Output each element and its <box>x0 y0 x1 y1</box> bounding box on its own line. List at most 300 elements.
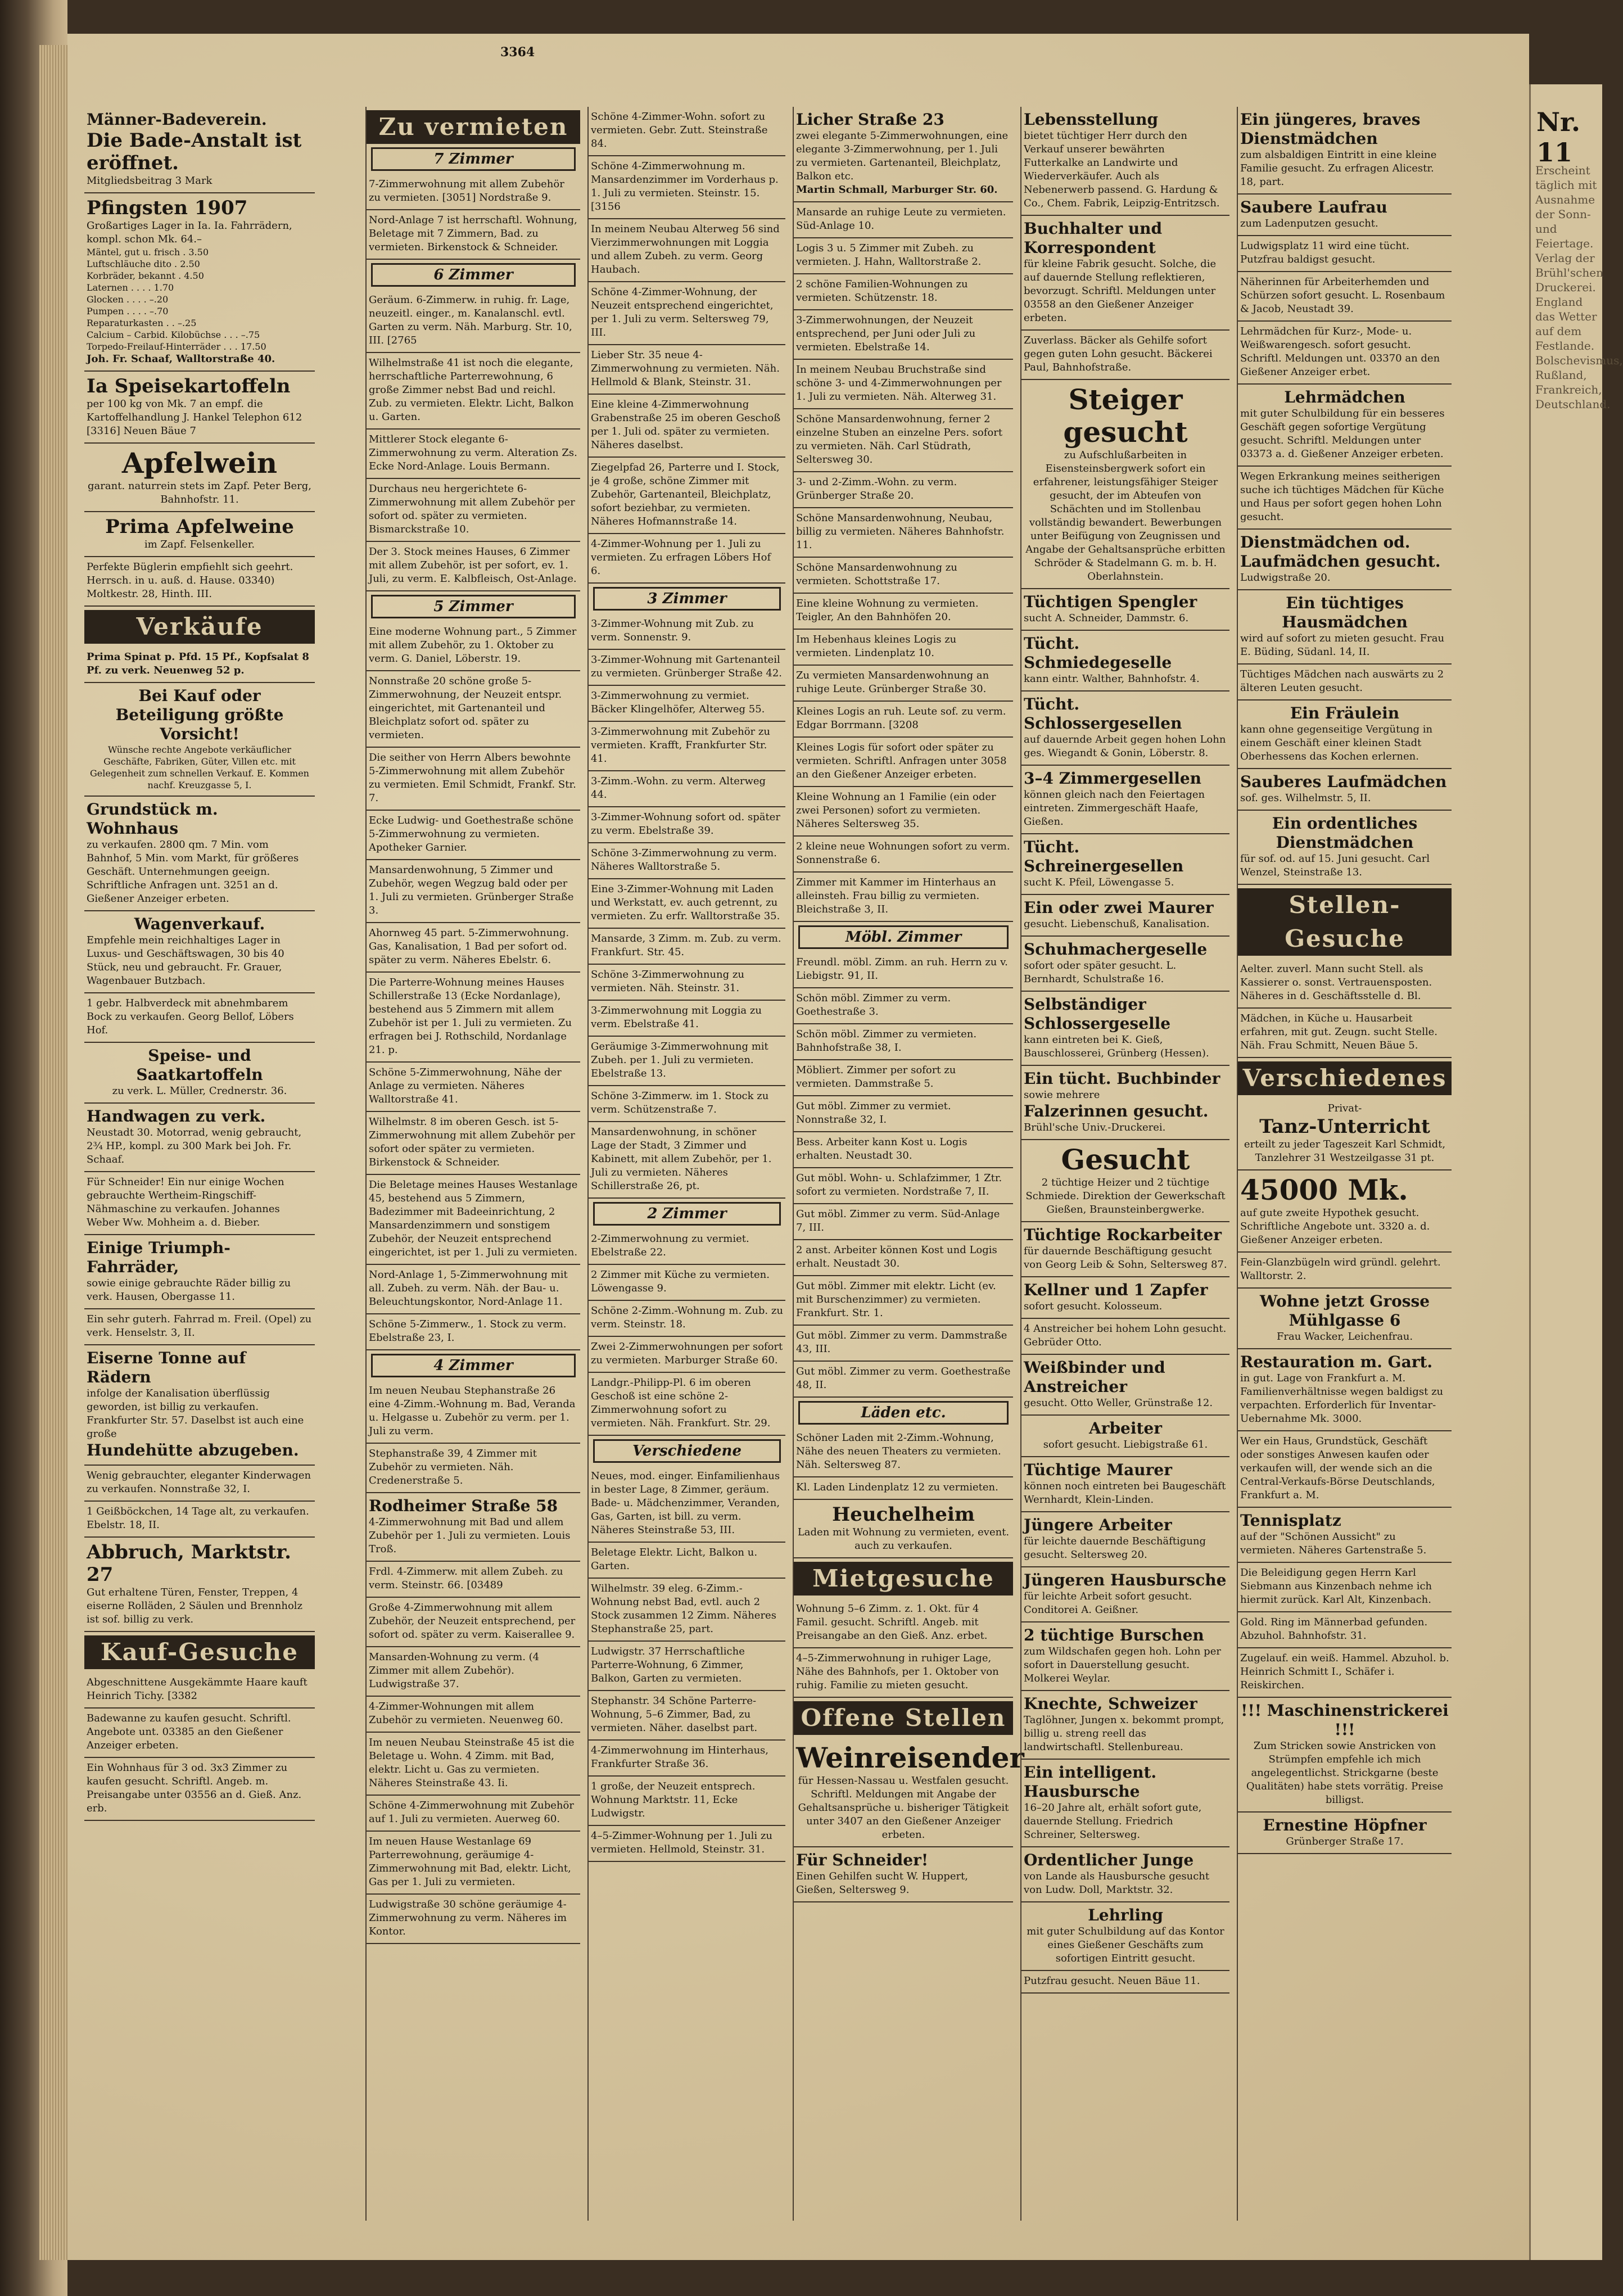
job-title: Arbeiter <box>1088 1419 1162 1438</box>
listing: Schön möbl. Zimmer zu verm. Goethestraße 3. <box>794 988 1013 1024</box>
price-item: Mäntel, gut u. frisch . 3.50 <box>87 247 209 257</box>
job-ad <box>1021 1222 1229 1277</box>
listing-title: Licher Straße 23 <box>796 110 944 129</box>
subsection-laeden: Läden etc. <box>798 1401 1009 1425</box>
ad-headline: Die Bade-Anstalt ist eröffnet. <box>87 129 302 174</box>
ad-ironing <box>84 557 315 607</box>
ad-text: Ein sehr guterh. Fahrrad m. Freil. (Opel) zu verk. Henselstr. 3, II. <box>87 1313 312 1339</box>
listing: Gut möbl. Zimmer zu vermiet. Nonnstraße 32, I. <box>794 1096 1013 1132</box>
ad-text: per 100 kg von Mk. 7 an empf. die Kartoffelhandlung J. Hankel Telephon 612 [3316] Neuen Bäue 7 <box>87 398 302 437</box>
job-text: kann ohne gegenseitige Vergütung in einem Geschäft einer kleinen Stadt Oberhessens das Kochen erlernen. <box>1240 724 1433 762</box>
listing: Eine kleine Wohnung zu vermieten. Teigler, An den Bahnhöfen 20. <box>794 594 1013 630</box>
job-text: sucht K. Pfeil, Löwengasse 5. <box>1024 876 1174 888</box>
listing: Schöne 3-Zimmerwohnung zu verm. Näheres Walltorstraße 5. <box>589 843 785 879</box>
right-page-text: Erscheint täglich mit Ausnahme der Sonn- und Feiertage. Verlag der Brühl'schen Druckerei. England das Wetter auf dem Festlande. Bolschevismus, Rußland, Frankreich, Deutschland. <box>1535 164 1623 411</box>
job-text: Taglöhner, Jungen x. bekommt prompt, billig u. streng reell das landwirtschaftl. Stellenbureau. <box>1024 1714 1224 1753</box>
ad-hair <box>84 1673 315 1709</box>
job-text: zu Aufschlußarbeiten in Eisensteinsbergwerk sofort ein erfahrener, leistungsfähiger Steiger gesucht, der im Abteufen von Schächten und im Stollenbau vollständig bewandert. Bewerbungen unter Beifügung von Zeugnissen und Angabe der Gehaltsansprüche erbitten Schröder & Stadelmann G. m. b. H. Oberlahnstein. <box>1025 449 1226 582</box>
job-title: Ordentlicher Junge <box>1024 1851 1194 1869</box>
listing: In meinem Neubau Bruchstraße sind schöne 3- und 4-Zimmerwohnungen per 1. Juli zu vermieten. Näh. Alterweg 31. <box>794 360 1013 409</box>
job-title: Ein intelligent. Hausbursche <box>1024 1763 1157 1801</box>
ad-pram <box>84 1466 315 1502</box>
job-title: Ein oder zwei Maurer <box>1024 898 1214 917</box>
ad-goat <box>84 1502 315 1538</box>
price-item: Pumpen . . . . –.70 <box>87 306 169 317</box>
subsection-moebl-zimmer: Möbl. Zimmer <box>798 925 1009 949</box>
misc-title: Tennisplatz <box>1240 1511 1341 1530</box>
ad-text: Prima Spinat p. Pfd. 15 Pf., Kopfsalat 8 Pf. zu verk. Neuenweg 52 p. <box>87 651 309 676</box>
misc-title: Wohne jetzt Grosse Mühlgasse 6 <box>1259 1292 1430 1330</box>
column-4 <box>793 107 1024 2221</box>
listing <box>794 1847 1013 1902</box>
listing: Ludwigstr. 37 Herrschaftliche Parterre-Wohnung, 6 Zimmer, Balkon, Garten zu vermieten. <box>589 1642 785 1691</box>
job-text: sof. ges. Wilhelmstr. 5, II. <box>1240 792 1371 804</box>
listing: Wilhelmstr. 39 eleg. 6-Zimm.-Wohnung nebst Bad, evtl. auch 2 Stock zusammen 12 Zimm. Näheres Stephanstraße 25, part. <box>589 1579 785 1642</box>
ad-baths <box>84 107 315 193</box>
job-ad <box>1021 1140 1229 1222</box>
job-ad <box>1238 590 1452 665</box>
listing: Schöne 5-Zimmerw., 1. Stock zu verm. Ebelstraße 23, I. <box>367 1314 580 1350</box>
listing: 2 Zimmer mit Küche zu vermieten. Löwengasse 9. <box>589 1265 785 1301</box>
listing: Ecke Ludwig- und Goethestraße schöne 5-Zimmerwohnung zu vermieten. Apotheker Garnier. <box>367 811 580 860</box>
job-ad: Aelter. zuverl. Mann sucht Stell. als Kassierer o. sonst. Vertrauensposten. Näheres in d. Geschäftsstelle d. Bl. <box>1238 959 1452 1009</box>
job-title: Ein tüchtiges Hausmädchen <box>1282 594 1408 631</box>
ad-prima-apfelweine <box>84 512 315 557</box>
column-3 <box>587 107 785 2221</box>
misc-ad: Die Beleidigung gegen Herrn Karl Siebmann aus Kinzenbach nehme ich hiermit zurück. Karl Alt, Kinzenbach. <box>1238 1563 1452 1612</box>
page-number: 3364 <box>500 45 535 60</box>
job-title: Dienstmädchen od. Laufmädchen gesucht. <box>1240 533 1441 571</box>
job-text: mit guter Schulbildung für ein besseres Geschäft gegen sofortige Vergütung gesucht. Schriftl. Meldungen unter 03373 a. d. Gießener Anzeiger erbeten. <box>1240 408 1445 460</box>
ad-text: Großartiges Lager in Ia. Ia. Fahrrädern, kompl. schon Mk. 64.– <box>87 220 292 245</box>
subsection-verschiedene: Verschiedene <box>593 1439 781 1463</box>
ad-title: Eiserne Tonne auf Rädern <box>87 1349 246 1386</box>
job-title: Falzerinnen gesucht. <box>1024 1102 1209 1120</box>
misc-text: in gut. Lage von Frankfurt a. M. Familienverhältnisse wegen baldigst zu verpachten. Erforderlich für Inventar-Uebernahme Mk. 3000. <box>1240 1372 1444 1425</box>
section-banner-stellen-gesuche: Stellen-Gesuche <box>1238 888 1452 956</box>
listing: 3-Zimmer-Wohnung mit Zub. zu verm. Sonnenstr. 9. <box>589 614 785 650</box>
job-ad <box>1021 107 1229 216</box>
listing: Zwei 2-Zimmerwohnungen per sofort zu vermieten. Marburger Straße 60. <box>589 1337 785 1373</box>
subsection-6-zimmer: 6 Zimmer <box>371 263 576 287</box>
ad-caution <box>84 683 315 797</box>
job-title: Kellner und 1 Zapfer <box>1024 1281 1208 1299</box>
listing: Landgr.-Philipp-Pl. 6 im oberen Geschoß ist eine schöne 2-Zimmerwohnung sofort zu vermieten. Näh. Frankfurt. Str. 29. <box>589 1373 785 1436</box>
listing: Im neuen Hause Westanlage 69 Parterrewohnung, geräumige 4-Zimmerwohnung mit Bad, elektr. Licht, Gas per 1. Juli zu vermieten. <box>367 1832 580 1895</box>
ad-title: Apfelwein <box>121 446 278 480</box>
listing: Ziegelpfad 26, Parterre und I. Stock, je 4 große, schöne Zimmer mit Zubehör, Gartenanteil, Bleichplatz, sofort beziehbar, zu vermieten. Näheres Hofmannstraße 14. <box>589 458 785 534</box>
ad-text: Abgeschnittene Ausgekämmte Haare kauft Heinrich Tichy. [3382 <box>87 1676 308 1702</box>
subsection-2-zimmer: 2 Zimmer <box>593 1202 781 1226</box>
job-ad <box>1021 1416 1229 1457</box>
ad-house-wanted <box>84 1758 315 1821</box>
job-ad <box>1021 1512 1229 1567</box>
misc-ad <box>1238 1698 1452 1813</box>
right-page-number: Nr. 11 <box>1536 107 1581 168</box>
misc-ad <box>1238 1508 1452 1563</box>
listing: Logis 3 u. 5 Zimmer mit Zubeh. zu vermieten. J. Hahn, Walltorstraße 2. <box>794 238 1013 274</box>
price-item: Torpedo-Freilauf-Hinterräder . . . 17.50 <box>87 341 266 352</box>
price-item: Korbräder, bekannt . 4.50 <box>87 270 204 281</box>
job-ad <box>1021 691 1229 766</box>
listing: Möbliert. Zimmer per sofort zu vermieten. Dammstraße 5. <box>794 1060 1013 1096</box>
job-text: für dauernde Beschäftigung gesucht von Georg Leib & Sohn, Seltersweg 87. <box>1024 1245 1227 1271</box>
ad-triumph <box>84 1235 315 1309</box>
job-text: gesucht. Liebenschuß, Kanalisation. <box>1024 918 1210 930</box>
listing: Kleine Wohnung an 1 Familie (ein oder zwei Personen) sofort zu vermieten. Näheres Seltersweg 35. <box>794 787 1013 837</box>
job-title: Ein Fräulein <box>1290 704 1400 722</box>
price-item: Reparaturkasten . . –.25 <box>87 318 197 328</box>
listing: Schöne 3-Zimmerwohnung zu vermieten. Näh. Steinstr. 31. <box>589 965 785 1001</box>
listing: Die Beletage meines Hauses Westanlage 45, bestehend aus 5 Zimmern, Badezimmer mit Badeeinrichtung, 2 Mansardenzimmern und sonstigem Zubehör, der Neuzeit entsprechend eingerichtet, ist per 1. Juli zu vermieten. <box>367 1175 580 1265</box>
job-title: Buchhalter und Korrespondent <box>1024 219 1163 257</box>
listing: Wilhelmstr. 8 im oberen Gesch. ist 5-Zimmerwohnung mit allem Zubehör per sofort oder später zu vermieten. Birkenstock & Schneider. <box>367 1112 580 1175</box>
job-ad: Zuverlass. Bäcker als Gehilfe sofort gegen guten Lohn gesucht. Bäckerei Paul, Bahnhofstraße. <box>1021 331 1229 380</box>
job-title: Tüchtigen Spengler <box>1024 593 1197 611</box>
job-text: sofort gesucht. Liebigstraße 61. <box>1043 1439 1208 1450</box>
ad-carriage <box>84 993 315 1043</box>
ad-bicycles <box>84 193 315 372</box>
listing: 3-Zimmer-Wohnung mit Gartenanteil zu vermieten. Grünberger Straße 42. <box>589 650 785 686</box>
job-ad <box>1021 631 1229 691</box>
listing: 7-Zimmerwohnung mit allem Zubehör zu vermieten. [3051] Nordstraße 9. <box>367 174 580 210</box>
misc-title: Ernestine Höpfner <box>1263 1816 1427 1834</box>
listing <box>794 1500 1013 1558</box>
ad-text: Wünsche rechte Angebote verkäuflicher Geschäfte, Fabriken, Güter, Villen etc. mit Gelegenheit zum schnellen Verkauf. E. Kommen nachf. Kreuzgasse 5, I. <box>90 744 309 790</box>
job-text: bietet tüchtiger Herr durch den Verkauf unserer bewährten Futterkalke an Landwirte und Wiederverkäufer. Auch als Nebenerwerb passend. G. Hardung & Co., Chem. Fabrik, Leipzig-Entritzsch. <box>1024 130 1220 209</box>
ad-title: Bei Kauf oder Beteiligung größte Vorsicht! <box>115 686 284 743</box>
listing: Kleines Logis für sofort oder später zu vermieten. Schriftl. Anfragen unter 3058 an den Gießener Anzeiger erbeten. <box>794 738 1013 787</box>
listing: Gut möbl. Zimmer zu verm. Süd-Anlage 7, III. <box>794 1204 1013 1240</box>
job-text: 16–20 Jahre alt, erhält sofort gute, dauernde Stellung. Friedrich Schreiner, Seltersweg. <box>1024 1802 1202 1841</box>
listing: Nord-Anlage 1, 5-Zimmerwohnung mit all. Zubeh. zu verm. Näh. der Bau- u. Beleuchtungskontor, Nord-Anlage 11. <box>367 1265 580 1314</box>
listing: Der 3. Stock meines Hauses, 6 Zimmer mit allem Zubehör, ist per sofort, ev. 1. Juli, zu verm. E. Kalbfleisch, Ost-Anlage. <box>367 542 580 591</box>
section-banner-offene-stellen: Offene Stellen <box>794 1701 1013 1735</box>
misc-title: Restauration m. Gart. <box>1240 1353 1433 1371</box>
job-title: 3–4 Zimmergesellen <box>1024 769 1202 788</box>
listing: Zimmer mit Kammer im Hinterhaus an alleinsteh. Frau billig zu vermieten. Bleichstraße 3, II. <box>794 873 1013 922</box>
job-text: 2 tüchtige Heizer und 2 tüchtige Schmiede. Direktion der Gewerkschaft Gießen, Braunsteinbergwerke. <box>1025 1177 1226 1215</box>
ad-title: Abbruch, Marktstr. 27 <box>87 1541 291 1586</box>
ad-title: Ia Speisekartoffeln <box>87 375 291 397</box>
listing: Kl. Laden Lindenplatz 12 zu vermieten. <box>794 1477 1013 1500</box>
job-text: kann eintreten bei K. Gieß, Bauschlosserei, Grünberg (Hessen). <box>1024 1034 1209 1059</box>
listing: Schöne 4-Zimmer-Wohn. sofort zu vermieten. Gebr. Zutt. Steinstraße 84. <box>589 107 785 156</box>
listing: Im neuen Neubau Steinstraße 45 ist die Beletage u. Wohn. 4 Zimm. mit Bad, elektr. Licht u. Gas zu vermieten. Näheres Steinstraße 43. Ii. <box>367 1733 580 1796</box>
job-text: für kleine Fabrik gesucht. Solche, die auf dauernde Stellung reflektieren, bevorzugt. Schriftl. Meldungen unter 03558 an den Gießener Anzeiger erbeten. <box>1024 258 1217 324</box>
listing: Schöne 3-Zimmerw. im 1. Stock zu verm. Schützenstraße 7. <box>589 1086 785 1122</box>
ad-barrel <box>84 1345 315 1466</box>
listing: Lieber Str. 35 neue 4-Zimmerwohnung zu vermieten. Näh. Hellmold & Blank, Steinstr. 31. <box>589 345 785 395</box>
job-title: Lehrling <box>1088 1906 1163 1924</box>
job-ad <box>1238 769 1452 811</box>
listing: Die Parterre-Wohnung meines Hauses Schillerstraße 13 (Ecke Nordanlage), bestehend aus 5 Zimmern mit allem Zubehör ist per 1. Juli zu vermieten. Zu erfragen bei J. Rothschild, Nordanlage 21. p. <box>367 973 580 1063</box>
job-ad <box>1238 700 1452 769</box>
listing: Stephanstr. 34 Schöne Parterre-Wohnung, 5–6 Zimmer, Bad, zu vermieten. Näher. daselbst part. <box>589 1691 785 1741</box>
ad-text: zu verkaufen. 2800 qm. 7 Min. vom Bahnhof, 5 Min. vom Markt, für größeres Geschäft. Unternehmungen geeign. Schriftliche Anfragen unt. 3251 an d. Gießener Anzeiger erbeten. <box>87 839 299 905</box>
ad-text: Perfekte Büglerin empfiehlt sich geehrt. Herrsch. in u. auß. d. Hause. 03340) Moltkestr. 28, Hinth. III. <box>87 561 293 600</box>
listing: 3-Zimmer-Wohnung sofort od. später zu verm. Ebelstraße 39. <box>589 807 785 843</box>
job-ad <box>1021 937 1229 992</box>
listing: Nonnstraße 20 schöne große 5-Zimmerwohnung, der Neuzeit entspr. eingerichtet, mit Gartenanteil und Bleichplatz sofort od. später zu vermieten. <box>367 671 580 748</box>
listing: Kleines Logis an ruh. Leute sof. zu verm. Edgar Borrmann. [3208 <box>794 702 1013 738</box>
section-banner-mietgesuche: Mietgesuche <box>794 1562 1013 1596</box>
listing: Ludwigstraße 30 schöne geräumige 4-Zimmerwohnung zu verm. Näheres im Kontor. <box>367 1895 580 1944</box>
ad-signature: Joh. Fr. Schaaf, Walltorstraße 40. <box>87 353 275 365</box>
listing: Schöne Mansardenwohnung zu vermieten. Schottstraße 17. <box>794 558 1013 594</box>
job-ad: 4 Anstreicher bei hohem Lohn gesucht. Gebrüder Otto. <box>1021 1319 1229 1355</box>
job-ad <box>1021 766 1229 834</box>
misc-ad: Zugelauf. ein weiß. Hammel. Abzuhol. b. Heinrich Schmitt I., Schäfer i. Reiskirchen. <box>1238 1648 1452 1698</box>
listing: Eine moderne Wohnung part., 5 Zimmer mit allem Zubehör, zu 1. Oktober zu verm. G. Daniel, Löberstr. 19. <box>367 622 580 671</box>
job-ad <box>1021 895 1229 937</box>
price-item: Luftschläuche dito . 2.50 <box>87 259 200 269</box>
job-ad <box>1021 1457 1229 1512</box>
misc-title: !!! Maschinenstrickerei !!! <box>1241 1701 1449 1739</box>
ad-text: Für Schneider! Ein nur einige Wochen gebrauchte Wertheim-Ringschiff-Nähmaschine zu verkaufen. Johannes Weber Ww. Mohheim a. d. Bieber. <box>87 1176 284 1228</box>
listing: Wohnung 5–6 Zimm. z. 1. Okt. für 4 Famil. gesucht. Schriftl. Angeb. mit Preisangabe an den Gieß. Anz. erbet. <box>794 1599 1013 1648</box>
job-title: Ein jüngeres, braves Dienstmädchen <box>1240 110 1421 148</box>
misc-ad <box>1238 1099 1452 1170</box>
listing: 3-Zimm.-Wohn. zu verm. Alterweg 44. <box>589 771 785 807</box>
listing: Schöne 4-Zimmerwohnung mit Zubehör auf 1. Juli zu vermieten. Auerweg 60. <box>367 1796 580 1832</box>
job-ad <box>1021 1902 1229 1971</box>
listing: Im neuen Neubau Stephanstraße 26 eine 4-Zimm.-Wohnung m. Bad, Veranda u. Helgasse u. Zubehör zu verm. per 1. Juli zu verm. <box>367 1381 580 1444</box>
misc-title: Tanz-Unterricht <box>1259 1115 1430 1138</box>
subsection-3-zimmer: 3 Zimmer <box>593 587 781 611</box>
ad-subtitle: Hundehütte abzugeben. <box>87 1441 299 1459</box>
ad-title: Männer-Badeverein. <box>87 110 267 129</box>
ad-title: Speise- und Saatkartoffeln <box>136 1046 263 1084</box>
ad-demolition <box>84 1538 315 1632</box>
listing-title: Weinreisender <box>796 1741 1024 1774</box>
listing: 2 kleine neue Wohnungen sofort zu verm. Sonnenstraße 6. <box>794 837 1013 873</box>
job-ad <box>1021 834 1229 895</box>
listing: 2-Zimmerwohnung zu vermiet. Ebelstraße 22. <box>589 1229 785 1265</box>
listing: Schöne 2-Zimm.-Wohnung m. Zub. zu verm. Steinstr. 18. <box>589 1301 785 1337</box>
ad-text: sowie einige gebrauchte Räder billig zu verk. Hausen, Obergasse 11. <box>87 1277 291 1303</box>
ad-text: infolge der Kanalisation überflüssig geworden, ist billig zu verkaufen. Frankfurter Str. 57. Daselbst ist auch eine große <box>87 1387 304 1440</box>
job-text: zum alsbaldigen Eintritt in eine kleine Familie gesucht. Zu erfragen Alicestr. 18, part. <box>1240 149 1437 188</box>
listing <box>794 1738 1024 1847</box>
listing: Mansarde, 3 Zimm. m. Zub. zu verm. Frankfurt. Str. 45. <box>589 929 785 965</box>
job-title: Tücht. Schmiedegeselle <box>1024 634 1172 672</box>
ad-text: Empfehle mein reichhaltiges Lager in Luxus- und Geschäftswagen, 30 bis 40 Stück, neu und gebraucht. Fr. Grauer, Wagenbauer Butzbach. <box>87 934 284 987</box>
right-page-fragment <box>1529 84 1623 2260</box>
job-title: Knechte, Schweizer <box>1024 1694 1197 1713</box>
listing-text: 4-Zimmerwohnung mit Bad und allem Zubehör per 1. Juli zu vermieten. Louis Troß. <box>369 1516 571 1555</box>
listing: 1 große, der Neuzeit entsprech. Wohnung Marktstr. 11, Ecke Ludwigstr. <box>589 1777 785 1826</box>
listing: 3-Zimmerwohnungen, der Neuzeit entsprechend, per Juni oder Juli zu vermieten. Ebelstraße 14. <box>794 310 1013 360</box>
listing: Gut möbl. Zimmer zu verm. Dammstraße 43, III. <box>794 1326 1013 1362</box>
listing: Stephanstraße 39, 4 Zimmer mit Zubehör zu vermieten. Näh. Credenerstraße 5. <box>367 1444 580 1493</box>
misc-ad <box>1238 1170 1452 1253</box>
ad-text: zu verk. L. Müller, Crednerstr. 36. <box>112 1085 287 1097</box>
listing: Geräumige 3-Zimmerwohnung mit Zubeh. per 1. Juli zu vermieten. Ebelstraße 13. <box>589 1037 785 1086</box>
ad-handcart <box>84 1104 315 1172</box>
listing: Die seither von Herrn Albers bewohnte 5-Zimmerwohnung mit allem Zubehör zu vermieten. Emil Schmidt, Frankf. Str. 7. <box>367 748 580 811</box>
job-ad <box>1021 589 1229 631</box>
listing: Schöne 5-Zimmerwohnung, Nähe der Anlage zu vermieten. Näheres Walltorstraße 41. <box>367 1063 580 1112</box>
job-title: Tüchtige Rockarbeiter <box>1024 1226 1222 1244</box>
misc-text: erteilt zu jeder Tageszeit Karl Schmidt, Tanzlehrer 31 Westzeilgasse 31 pt. <box>1244 1138 1446 1164</box>
listing-title: Rodheimer Straße 58 <box>369 1497 558 1515</box>
job-title: Saubere Laufrau <box>1240 198 1387 216</box>
job-title: Ein tücht. Buchbinder <box>1024 1069 1220 1088</box>
listing: Gut möbl. Zimmer zu verm. Goethestraße 48, II. <box>794 1362 1013 1398</box>
listing-text: zwei elegante 5-Zimmerwohnungen, eine elegante 3-Zimmerwohnung, per 1. Juli zu vermieten. Gartenanteil, Bleichplatz, Balkon etc. <box>796 130 1009 182</box>
listing: Mansardenwohnung, in schöner Lage der Stadt, 3 Zimmer und Kabinett, mit allem Zubehör, per 1. Juli zu vermieten. Näheres Schillerstraße 26, pt. <box>589 1122 785 1199</box>
job-ad <box>1021 1355 1229 1416</box>
job-title: Tüchtige Maurer <box>1024 1461 1172 1479</box>
listing: Beletage Elektr. Licht, Balkon u. Garten. <box>589 1543 785 1579</box>
misc-ad <box>1238 1813 1452 1854</box>
job-title: Lehrmädchen <box>1284 388 1405 406</box>
listing: Gut möbl. Wohn- u. Schlafzimmer, 1 Ztr. sofort zu vermieten. Nordstraße 7, II. <box>794 1168 1013 1204</box>
job-text: zum Ladenputzen gesucht. <box>1240 218 1378 229</box>
listing: Wilhelmstraße 41 ist noch die elegante, herrschaftliche Parterrewohnung, 6 große Zimmer nebst Bad und reichl. Zub. zu vermieten. Elektr. Licht, Balkon u. Garten. <box>367 353 580 430</box>
ad-text: 1 gebr. Halbverdeck mit abnehmbarem Bock zu verkaufen. Georg Bellof, Löbers Hof. <box>87 997 294 1036</box>
job-text: zum Wildschafen gegen hoh. Lohn per sofort in Dauerstellung gesucht. Molkerei Weylar. <box>1024 1646 1221 1684</box>
ad-title: Handwagen zu verk. <box>87 1107 266 1126</box>
job-ad: Ludwigsplatz 11 wird eine tücht. Putzfrau baldigst gesucht. <box>1238 236 1452 272</box>
ad-text: Wenig gebrauchter, eleganter Kinderwagen zu verkaufen. Nonnstraße 32, I. <box>87 1470 311 1495</box>
job-ad <box>1238 107 1452 195</box>
job-ad: Lehrmädchen für Kurz-, Mode- u. Weißwarengesch. sofort gesucht. Schriftl. Meldungen unt. 03370 an den Gießener Anzeiger erbet. <box>1238 322 1452 385</box>
job-ad <box>1021 992 1229 1066</box>
job-ad: Tüchtiges Mädchen nach auswärts zu 2 älteren Leuten gesucht. <box>1238 665 1452 700</box>
listing: 4–5-Zimmerwohnung in ruhiger Lage, Nähe des Bahnhofs, per 1. Oktober von ruhig. Familie zu mieten gesucht. <box>794 1648 1013 1698</box>
ad-title: Wagenverkauf. <box>134 915 265 933</box>
ad-text: 1 Geißböckchen, 14 Tage alt, zu verkaufen. Ebelstr. 18, II. <box>87 1506 309 1531</box>
ad-title: Grundstück m. Wohnhaus <box>87 800 218 838</box>
job-ad <box>1021 1066 1229 1140</box>
listing-title: Für Schneider! <box>796 1851 929 1869</box>
job-title: 2 tüchtige Burschen <box>1024 1626 1204 1644</box>
subsection-5-zimmer: 5 Zimmer <box>371 595 576 618</box>
job-ad: Wegen Erkrankung meines seitherigen suche ich tüchtiges Mädchen für Küche und Haus per sofort gegen hohen Lohn gesucht. <box>1238 467 1452 530</box>
section-banner-verkaeufe: Verkäufe <box>84 610 315 644</box>
job-ad: Näherinnen für Arbeiterhemden und Schürzen sofort gesucht. L. Rosenbaum & Jacob, Neustadt 39. <box>1238 272 1452 322</box>
job-title: Steiger gesucht <box>1063 383 1188 449</box>
job-text: sucht A. Schneider, Dammstr. 6. <box>1024 612 1189 624</box>
listing: Im Hebenhaus kleines Logis zu vermieten. Lindenplatz 10. <box>794 630 1013 666</box>
listing-sign: Martin Schmall, Marburger Str. 60. <box>796 184 998 196</box>
job-ad <box>1238 385 1452 467</box>
listing: Frdl. 4-Zimmerw. mit allem Zubeh. zu verm. Steinstr. 66. [03489 <box>367 1562 580 1598</box>
listing: 4-Zimmer-Wohnungen mit allem Zubehör zu vermieten. Neuenweg 60. <box>367 1697 580 1733</box>
job-title: Schuhmachergeselle <box>1024 940 1208 959</box>
listing <box>367 1493 580 1562</box>
misc-ad: Gold. Ring im Männerbad gefunden. Abzuhol. Bahnhofstr. 31. <box>1238 1612 1452 1648</box>
listing-text: Einen Gehilfen sucht W. Huppert, Gießen, Seltersweg 9. <box>796 1870 969 1896</box>
listing-text: für Hessen-Nassau u. Westfalen gesucht. Schriftl. Meldungen mit Angabe der Gehaltsansprüche u. bisheriger Tätigkeit unter 3407 an den Gießener Anzeiger erbeten. <box>798 1775 1009 1841</box>
job-ad <box>1021 1567 1229 1622</box>
job-ad: Mädchen, in Küche u. Hausarbeit erfahren, mit gut. Zeugn. sucht Stelle. Näh. Frau Schmitt, Neuen Bäue 5. <box>1238 1009 1452 1058</box>
listing-text: Laden mit Wohnung zu vermieten, event. auch zu verkaufen. <box>797 1526 1010 1552</box>
misc-ad: Wer ein Haus, Grundstück, Geschäft oder sonstiges Anwesen kaufen oder verkaufen will, der wende sich an die Central-Verkaufs-Börse Deutschlands, Frankfurt a. M. <box>1238 1431 1452 1508</box>
listing-title: Heuchelheim <box>832 1503 975 1526</box>
listing: 4-Zimmer-Wohnung per 1. Juli zu vermieten. Zu erfragen Löbers Hof 6. <box>589 534 785 584</box>
job-ad <box>1238 530 1452 590</box>
ad-bathtub <box>84 1709 315 1758</box>
job-text: können gleich nach den Feiertagen eintreten. Zimmergeschäft Haafe, Gießen. <box>1024 789 1205 828</box>
ad-sewing-machine <box>84 1172 315 1235</box>
ad-text: garant. naturrein stets im Zapf. Peter Berg, Bahnhofstr. 11. <box>88 480 311 505</box>
misc-text: Grünberger Straße 17. <box>1286 1836 1404 1847</box>
listing: Durchaus neu hergerichtete 6-Zimmerwohnung mit allem Zubehör per sofort od. später zu vermieten. Bismarckstraße 10. <box>367 479 580 542</box>
ad-apfelwein <box>84 444 315 512</box>
listing: Mansarde an ruhige Leute zu vermieten. Süd-Anlage 10. <box>794 202 1013 238</box>
ad-property <box>84 797 315 911</box>
listing: Schöne 4-Zimmerwohnung m. Mansardenzimmer im Vorderhaus p. 1. Juli zu vermieten. Steinstr. 15. [3156 <box>589 156 785 219</box>
ad-text: Ein Wohnhaus für 3 od. 3x3 Zimmer zu kaufen gesucht. Schriftl. Angeb. m. Preisangabe unter 03556 an d. Gieß. Anz. erb. <box>87 1762 302 1814</box>
job-ad <box>1021 1847 1229 1902</box>
job-title: Selbständiger Schlossergeselle <box>1024 995 1171 1033</box>
job-ad <box>1021 1622 1229 1691</box>
job-title: Weißbinder und Anstreicher <box>1024 1358 1165 1396</box>
misc-title: 45000 Mk. <box>1240 1173 1408 1206</box>
job-text: für leichte Arbeit sofort gesucht. Conditorei A. Geißner. <box>1024 1590 1192 1616</box>
listing: 3-Zimmerwohnung mit Zubehör zu vermieten. Krafft, Frankfurter Str. 41. <box>589 722 785 771</box>
listing: Schöner Laden mit 2-Zimm.-Wohnung, Nähe des neuen Theaters zu vermieten. Näh. Seltersweg 87. <box>794 1428 1013 1477</box>
listing: 4-Zimmerwohnung im Hinterhaus, Frankfurter Straße 36. <box>589 1741 785 1777</box>
ad-text: Badewanne zu kaufen gesucht. Schriftl. Angebote unt. 03385 an den Gießener Anzeiger erbeten. <box>87 1712 291 1751</box>
job-text: sowie mehrere <box>1024 1089 1100 1101</box>
section-banner-zu-vermieten: Zu vermieten <box>367 110 580 144</box>
listing: Mansardenwohnung, 5 Zimmer und Zubehör, wegen Wegzug bald oder per 1. Juli zu vermieten. Grünberger Straße 3. <box>367 860 580 923</box>
ad-title: Pfingsten 1907 <box>87 197 248 219</box>
price-item: Glocken . . . . –.20 <box>87 294 169 305</box>
listing: Bess. Arbeiter kann Kost u. Logis erhalten. Neustadt 30. <box>794 1132 1013 1168</box>
listing: Schöne Mansardenwohnung, ferner 2 einzelne Stuben an einzelne Pers. sofort zu vermieten. Näh. Carl Stüdrath, Seltersweg 30. <box>794 409 1013 472</box>
misc-ad: Fein-Glanzbügeln wird gründl. gelehrt. Walltorstr. 2. <box>1238 1253 1452 1289</box>
ad-text: Neustadt 30. Motorrad, wenig gebraucht, 2¾ HP., kompl. zu 300 Mark bei Joh. Fr. Schaaf. <box>87 1127 302 1165</box>
job-text: Brühl'sche Univ.-Druckerei. <box>1024 1122 1166 1133</box>
column-2 <box>365 107 580 2221</box>
listing: 3- und 2-Zimm.-Wohn. zu verm. Grünberger Straße 20. <box>794 472 1013 508</box>
listing: Eine 3-Zimmer-Wohnung mit Laden und Werkstatt, ev. auch getrennt, zu vermieten. Zu erfr. Walltorstraße 35. <box>589 879 785 929</box>
job-text: auf dauernde Arbeit gegen hohen Lohn ges. Wiegandt & Gonin, Löberstr. 8. <box>1024 734 1226 759</box>
job-text: kann eintr. Walther, Bahnhofstr. 4. <box>1024 673 1200 685</box>
column-6 <box>1237 107 1452 2221</box>
job-text: wird auf sofort zu mieten gesucht. Frau E. Büding, Südanl. 14, II. <box>1240 632 1445 658</box>
job-text: mit guter Schulbildung auf das Kontor eines Gießener Geschäfts zum sofortigen Eintritt gesucht. <box>1027 1926 1224 1964</box>
ad-potatoes <box>84 372 315 444</box>
price-item: Laternen . . . . 1.70 <box>87 282 174 293</box>
ad-seed-potatoes <box>84 1043 315 1104</box>
ad-title: Einige Triumph-Fahrräder, <box>87 1239 230 1276</box>
ad-text: Gut erhaltene Türen, Fenster, Treppen, 4 eiserne Rolläden, 2 Säulen und Brennholz ist sof. billig zu verk. <box>87 1587 303 1625</box>
ad-title: Prima Apfelweine <box>105 516 294 538</box>
section-banner-kaufgesuche: Kauf-Gesuche <box>84 1635 315 1669</box>
job-title: Jüngeren Hausbursche <box>1024 1571 1227 1589</box>
ad-spinach <box>84 647 315 683</box>
job-text: für leichte dauernde Beschäftigung gesucht. Seltersweg 20. <box>1024 1535 1206 1561</box>
price-item: Calcium – Carbid. Kilobüchse . . . –.75 <box>87 329 260 340</box>
job-title: Tücht. Schlossergesellen <box>1024 695 1182 733</box>
listing: Schöne Mansardenwohnung, Neubau, billig zu vermieten. Näheres Bahnhofstr. 11. <box>794 508 1013 558</box>
job-ad <box>1021 380 1229 589</box>
job-text: Ludwigstraße 20. <box>1240 572 1331 584</box>
misc-ad <box>1238 1289 1452 1349</box>
misc-text: Frau Wacker, Leichenfrau. <box>1276 1331 1413 1343</box>
misc-kicker: Privat- <box>1327 1102 1362 1114</box>
job-title: Ein ordentliches Dienstmädchen <box>1272 814 1418 852</box>
listing: 4–5-Zimmer-Wohnung per 1. Juli zu vermieten. Hellmold, Steinstr. 31. <box>589 1826 785 1862</box>
listing: Nord-Anlage 7 ist herrschaftl. Wohnung, Beletage mit 7 Zimmern, Bad. zu vermieten. Birkenstock & Schneider. <box>367 210 580 260</box>
misc-text: auf der "Schönen Aussicht" zu vermieten. Näheres Gartenstraße 5. <box>1240 1531 1427 1556</box>
